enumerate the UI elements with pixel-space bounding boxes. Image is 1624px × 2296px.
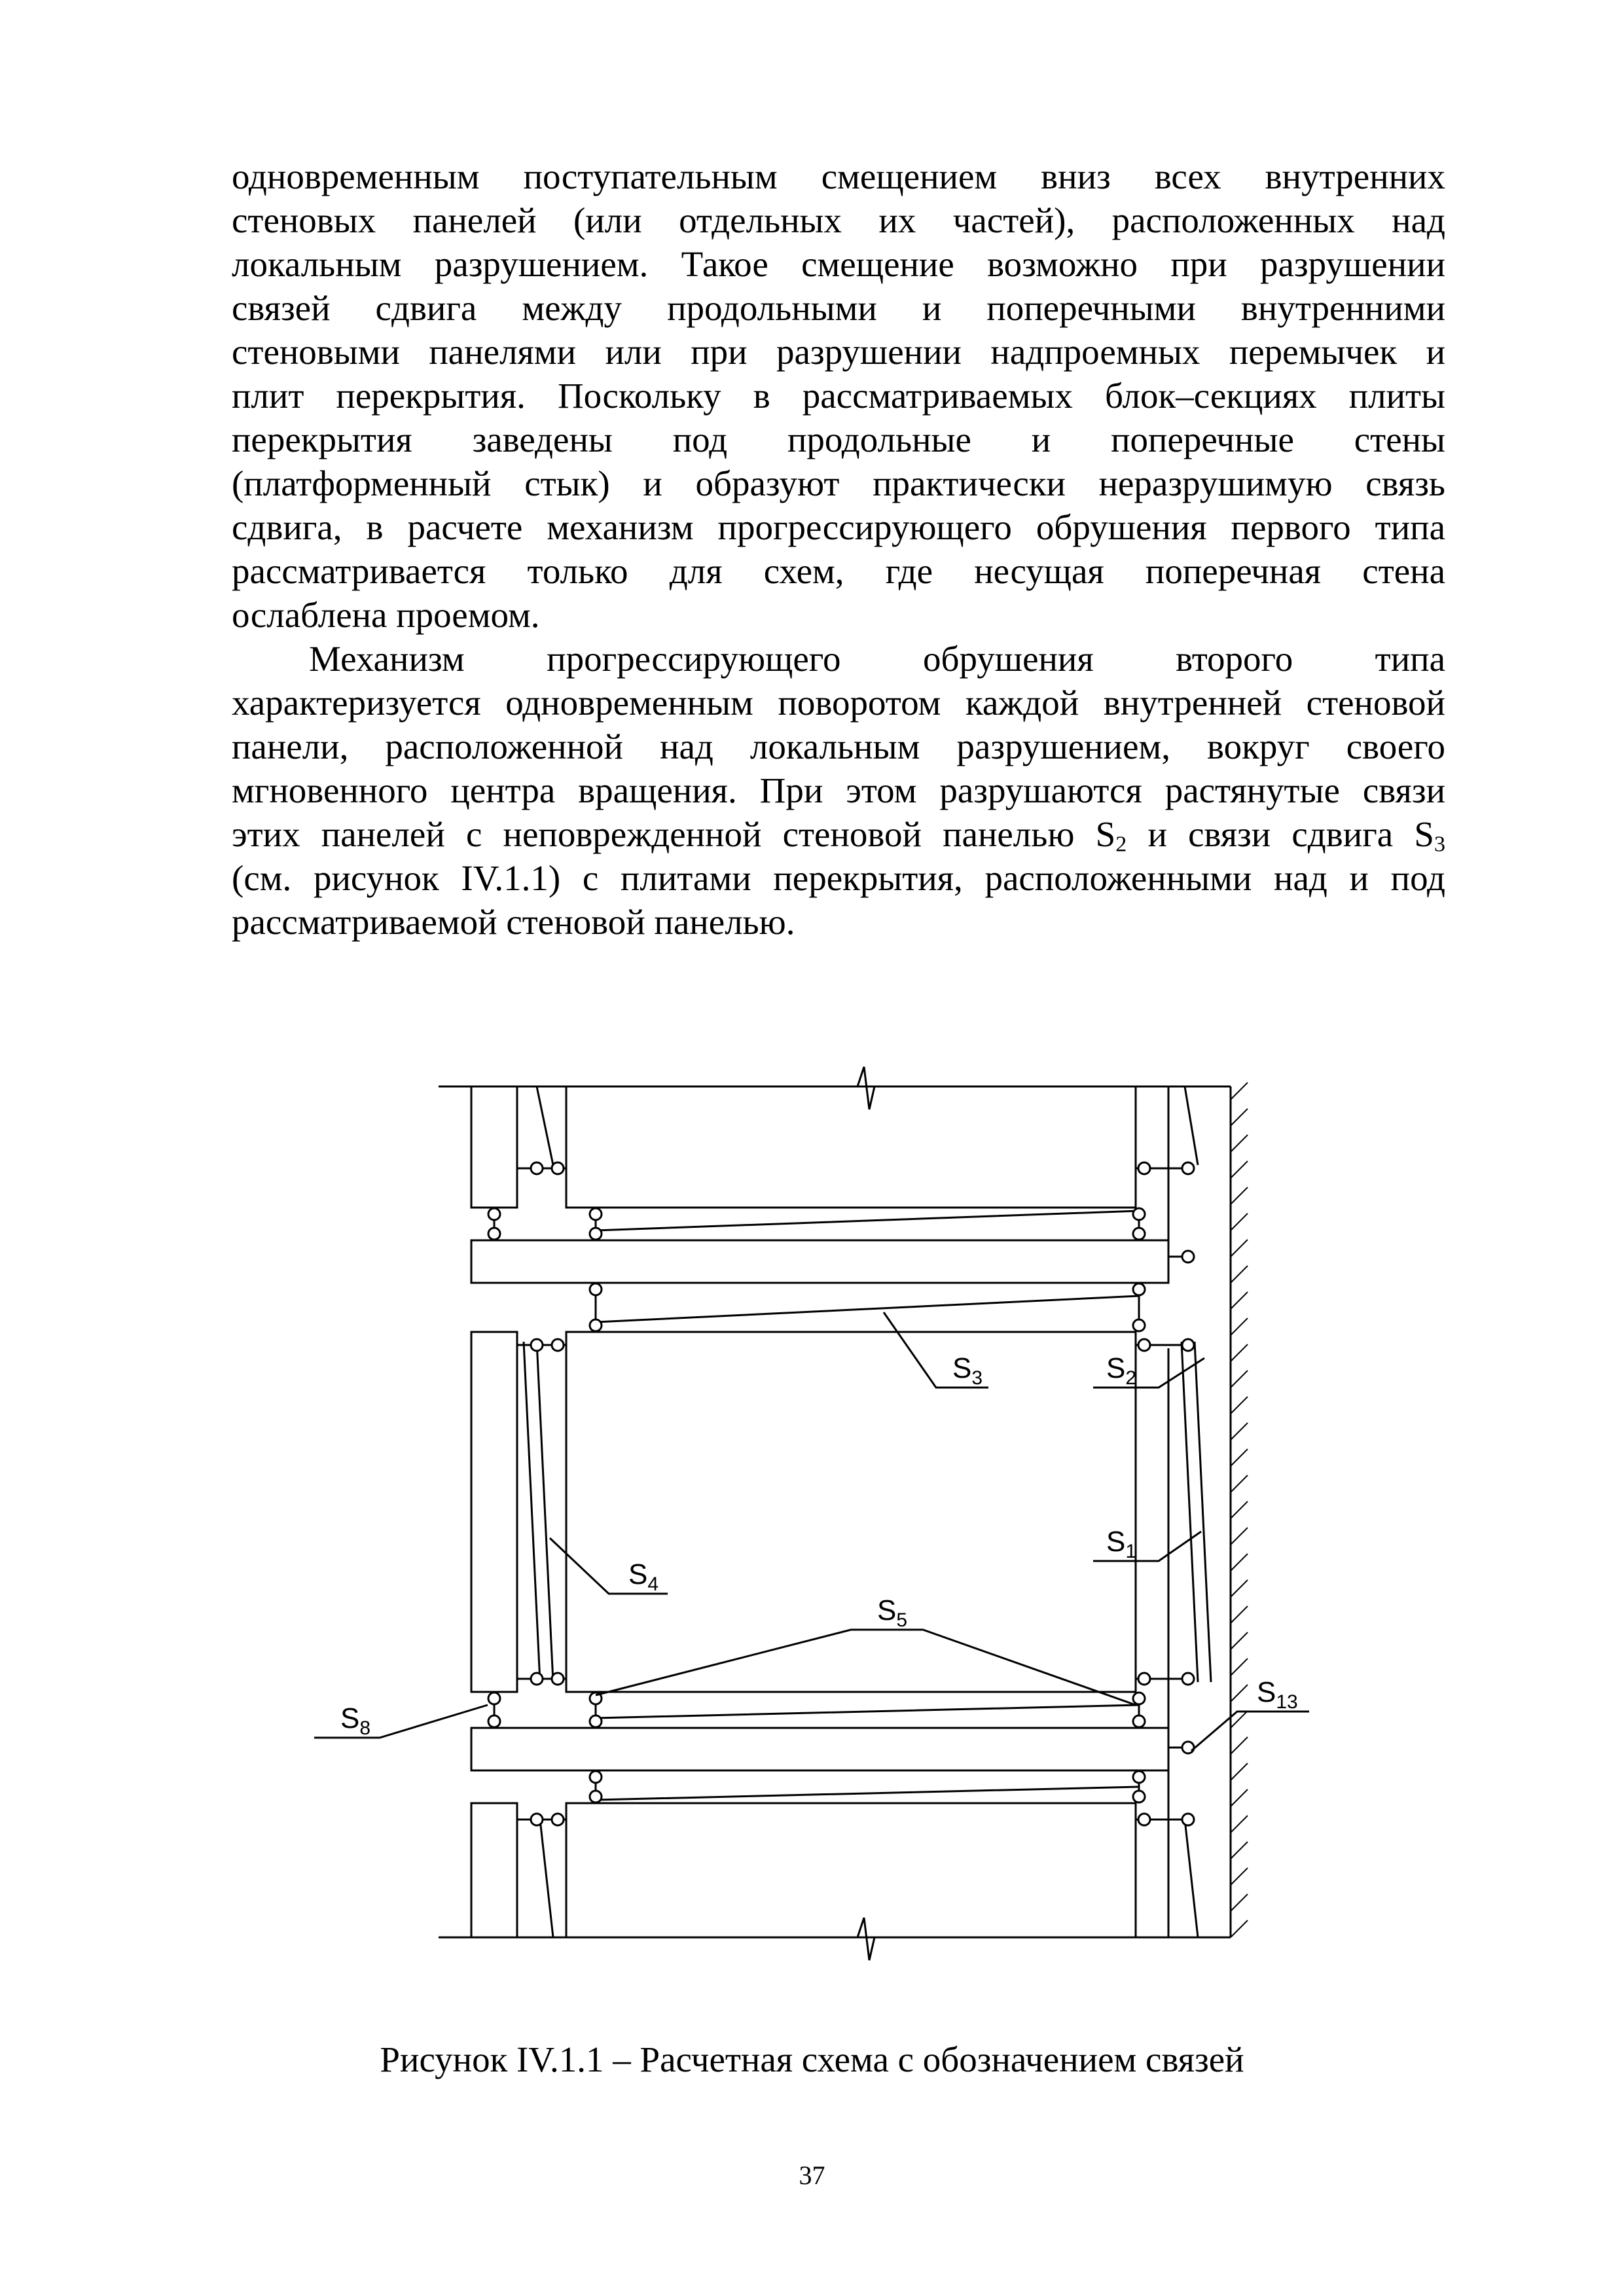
leader-s13 <box>1191 1712 1309 1751</box>
floor-slab-lower <box>471 1728 1168 1770</box>
label-s13: $S_{13}$ <box>1257 1676 1298 1713</box>
subscript: 3 <box>1434 832 1445 857</box>
top-break-line <box>439 1067 1231 1109</box>
text-fragment: этих панелей с неповрежденной стеновой панелью S <box>232 814 1116 854</box>
hinge-circles <box>488 1162 1194 1825</box>
text-line: локальным разрушением. Такое смещение возможно при разрушении <box>232 244 1445 284</box>
text-line: связей сдвига между продольными и поперечными внутренними <box>232 288 1445 328</box>
side-link-diagonals <box>524 1342 1211 1682</box>
paragraph-2 <box>232 637 1445 944</box>
page-number: 37 <box>799 2161 825 2190</box>
text-line: перекрытия заведены под продольные и поперечные стены <box>232 420 1445 459</box>
scheme-drawing <box>314 1060 1335 2003</box>
label-s8: $S_8$ <box>340 1702 371 1739</box>
vertical-link-stems <box>494 1208 1139 1803</box>
text-line: панели, расположенной над локальным разрушением, вокруг своего <box>232 726 1445 766</box>
bottom-wall-panel <box>566 1803 1136 1937</box>
bottom-left-narrow-panel <box>471 1803 517 1937</box>
text-fragment: и связи сдвига S <box>1127 814 1434 854</box>
leader-s5 <box>596 1630 1136 1705</box>
top-wall-panel <box>566 1086 1136 1208</box>
text-line: (см. рисунок IV.1.1) с плитами перекрытия, расположенными над и под <box>232 858 1445 898</box>
body-text <box>232 154 1445 944</box>
label-s3: $S_3$ <box>952 1352 983 1389</box>
text-line: ослаблена проемом. <box>232 595 540 635</box>
text-line: плит перекрытия. Поскольку в рассматриваемых блок–секциях плиты <box>232 376 1445 416</box>
text-line: одновременным поступательным смещением вниз всех внутренних <box>232 156 1445 196</box>
label-s4: $S_4$ <box>628 1558 659 1595</box>
top-left-narrow-panel <box>471 1086 517 1208</box>
text-line: сдвига, в расчете механизм прогрессирующего обрушения первого типа <box>232 507 1445 547</box>
text-line: (платформенный стык) и образуют практически неразрушимую связь <box>232 463 1445 503</box>
label-s1: $S_1$ <box>1106 1526 1137 1562</box>
text-line: рассматриваемой стеновой панелью. <box>232 902 795 942</box>
text-line: Механизм прогрессирующего обрушения второго типа <box>309 639 1445 679</box>
middle-wall-panel <box>566 1332 1136 1692</box>
horizontal-link-stems <box>517 1168 1188 1820</box>
text-line: характеризуется одновременным поворотом каждой внутренней стеновой <box>232 683 1445 723</box>
subscript: 2 <box>1115 832 1127 857</box>
figure-caption: Рисунок IV.1.1 – Расчетная схема с обозначением связей <box>380 2039 1244 2079</box>
wall-hatching <box>1231 1083 1248 1937</box>
bottom-break-line <box>439 1918 1231 1960</box>
text-line: мгновенного центра вращения. При этом разрушаются растянутые связи <box>232 770 1445 810</box>
bottom-diagonal-links <box>540 1820 1198 1937</box>
shear-link-diagonals <box>596 1211 1139 1800</box>
text-line-with-subscripts <box>232 812 1445 856</box>
structural-scheme-figure <box>314 1060 1335 2003</box>
text-line: рассматривается только для схем, где несущая поперечная стена <box>232 551 1445 591</box>
label-s5: $S_5$ <box>877 1594 908 1631</box>
middle-left-narrow-panel <box>471 1332 517 1692</box>
paragraph-1 <box>232 154 1445 637</box>
label-s2: $S_2$ <box>1106 1352 1137 1389</box>
floor-slab-upper <box>471 1240 1168 1283</box>
text-line: стеновых панелей (или отдельных их частей), расположенных над <box>232 200 1445 240</box>
text-line: стеновыми панелями или при разрушении надпроемных перемычек и <box>232 332 1445 372</box>
